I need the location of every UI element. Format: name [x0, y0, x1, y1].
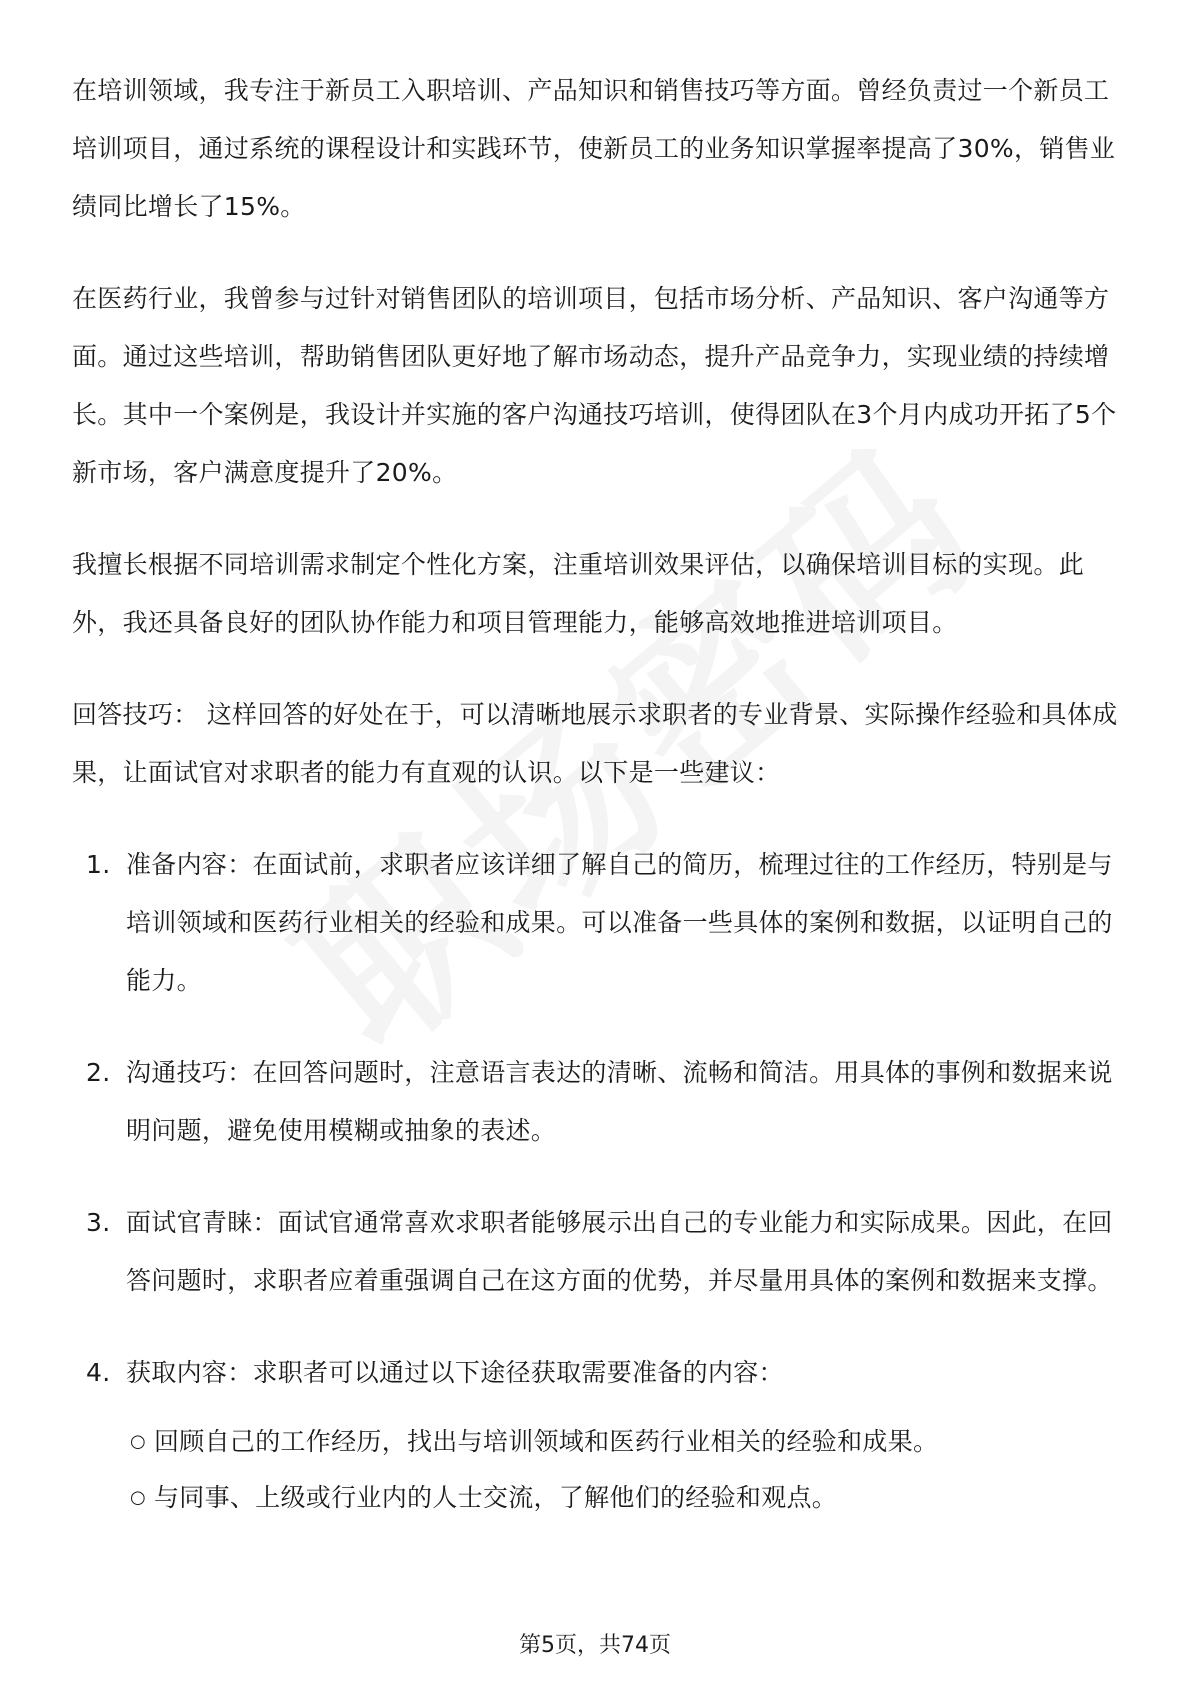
sub-list-item-text: 回顾自己的工作经历，找出与培训领域和医药行业相关的经验和成果。 — [154, 1427, 939, 1456]
list-item — [72, 1194, 1122, 1310]
list-item — [72, 836, 1122, 1010]
paragraph-strengths: 我擅长根据不同培训需求制定个性化方案，注重培训效果评估，以确保培训目标的实现。此外，我还具备良好的团队协作能力和项目管理能力，能够高效地推进培训项目。 — [72, 550, 1085, 637]
tips-list — [72, 836, 1122, 1526]
list-number: 1. — [86, 850, 111, 879]
paragraph-pharma-experience: 在医药行业，我曾参与过针对销售团队的培训项目，包括市场分析、产品知识、客户沟通等方面。通过这些培训，帮助销售团队更好地了解市场动态，提升产品竞争力，实现业绩的持续增长。其中一个案例是，我设计并实施的客户沟通技巧培训，使得团队在3个月内成功开拓了5个新市场，客户满意度提升了20%。 — [72, 284, 1117, 487]
list-item-text: 沟通技巧：在回答问题时，注意语言表达的清晰、流畅和简洁。用具体的事例和数据来说明问题，避免使用模糊或抽象的表述。 — [126, 1058, 1113, 1145]
hollow-circle-bullet-icon: ○ — [130, 1487, 147, 1508]
paragraph-answer-tips: 回答技巧： 这样回答的好处在于，可以清晰地展示求职者的专业背景、实际操作经验和具体成果，让面试官对求职者的能力有直观的认识。以下是一些建议： — [72, 700, 1118, 787]
list-number: 2. — [86, 1058, 111, 1087]
list-item-text: 准备内容：在面试前，求职者应该详细了解自己的简历，梳理过往的工作经历，特别是与培训领域和医药行业相关的经验和成果。可以准备一些具体的案例和数据，以证明自己的能力。 — [126, 850, 1113, 995]
list-item — [72, 1344, 1122, 1526]
list-number: 4. — [86, 1358, 111, 1387]
document-body — [72, 62, 1122, 1560]
sub-list — [126, 1414, 1122, 1526]
list-item — [72, 1044, 1122, 1160]
page-footer: 第5页，共74页 — [519, 1633, 671, 1658]
sub-list-item — [126, 1470, 1122, 1526]
list-item-text: 面试官青睐：面试官通常喜欢求职者能够展示出自己的专业能力和实际成果。因此，在回答问题时，求职者应着重强调自己在这方面的优势，并尽量用具体的案例和数据来支撑。 — [126, 1208, 1113, 1295]
paragraph-training-experience: 在培训领域，我专注于新员工入职培训、产品知识和销售技巧等方面。曾经负责过一个新员工培训项目，通过系统的课程设计和实践环节，使新员工的业务知识掌握率提高了30%，销售业绩同比增长了15%。 — [72, 76, 1116, 221]
hollow-circle-bullet-icon: ○ — [130, 1431, 147, 1452]
list-item-text: 获取内容：求职者可以通过以下途径获取需要准备的内容： — [126, 1358, 784, 1387]
sub-list-item-text: 与同事、上级或行业内的人士交流，了解他们的经验和观点。 — [154, 1483, 838, 1512]
sub-list-item — [126, 1414, 1122, 1470]
list-number: 3. — [86, 1208, 111, 1237]
